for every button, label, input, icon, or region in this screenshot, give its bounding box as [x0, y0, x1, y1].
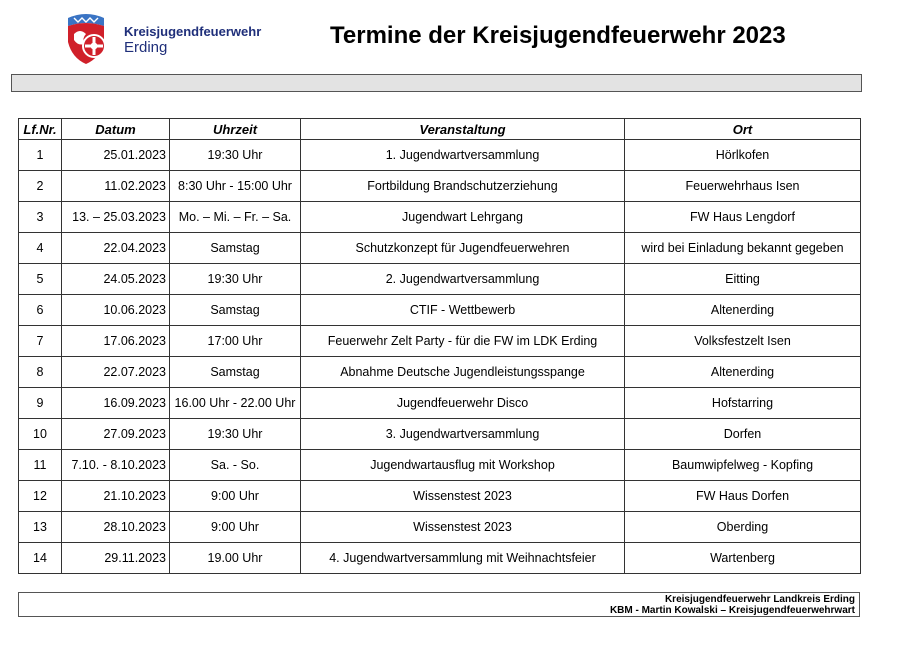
- table-row: [19, 202, 861, 233]
- table-row: [19, 295, 861, 326]
- row-time: Samstag: [170, 357, 301, 388]
- footer-organization: Kreisjugendfeuerwehr Landkreis Erding: [664, 594, 855, 605]
- row-time: 19:30 Uhr: [170, 264, 301, 295]
- row-location: Altenerding: [625, 357, 861, 388]
- column-header-uhrzeit: Uhrzeit: [170, 119, 301, 140]
- kjf-crest-icon: [60, 12, 122, 68]
- row-time: 19.00 Uhr: [170, 543, 301, 574]
- row-date: 22.04.2023: [62, 233, 170, 264]
- row-location: Oberding: [625, 512, 861, 543]
- row-date: 22.07.2023: [62, 357, 170, 388]
- row-event: Schutzkonzept für Jugendfeuerwehren: [301, 233, 625, 264]
- table-row: [19, 419, 861, 450]
- row-date: 13. – 25.03.2023: [62, 202, 170, 233]
- table-row: [19, 450, 861, 481]
- row-event: 4. Jugendwartversammlung mit Weihnachtsfeier: [301, 543, 625, 574]
- row-event: Wissenstest 2023: [301, 512, 625, 543]
- row-time: Mo. – Mi. – Fr. – Sa.: [170, 202, 301, 233]
- table-row: [19, 233, 861, 264]
- footer-box: [18, 592, 860, 617]
- logo-text-line1: Kreisjugendfeuerwehr: [124, 24, 262, 39]
- row-location: Hofstarring: [625, 388, 861, 419]
- row-event: Fortbildung Brandschutzerziehung: [301, 171, 625, 202]
- row-time: 17:00 Uhr: [170, 326, 301, 357]
- row-number: 14: [19, 543, 62, 574]
- row-number: 11: [19, 450, 62, 481]
- row-location: Feuerwehrhaus Isen: [625, 171, 861, 202]
- column-header-veranstaltung: Veranstaltung: [301, 119, 625, 140]
- row-location: FW Haus Lengdorf: [625, 202, 861, 233]
- row-location: Baumwipfelweg - Kopfing: [625, 450, 861, 481]
- row-event: 1. Jugendwartversammlung: [301, 140, 625, 171]
- row-location: Dorfen: [625, 419, 861, 450]
- row-time: 8:30 Uhr - 15:00 Uhr: [170, 171, 301, 202]
- table-row: [19, 388, 861, 419]
- row-event: CTIF - Wettbewerb: [301, 295, 625, 326]
- row-number: 4: [19, 233, 62, 264]
- row-event: Wissenstest 2023: [301, 481, 625, 512]
- row-number: 1: [19, 140, 62, 171]
- row-time: 19:30 Uhr: [170, 140, 301, 171]
- row-date: 16.09.2023: [62, 388, 170, 419]
- row-location: Volksfestzelt Isen: [625, 326, 861, 357]
- page-title: Termine der Kreisjugendfeuerwehr 2023: [330, 22, 786, 49]
- row-number: 12: [19, 481, 62, 512]
- row-time: 19:30 Uhr: [170, 419, 301, 450]
- footer-contact: KBM - Martin Kowalski – Kreisjugendfeuerwehrwart: [609, 605, 855, 616]
- row-date: 11.02.2023: [62, 171, 170, 202]
- header-divider-bar: [11, 74, 862, 92]
- column-header-datum: Datum: [62, 119, 170, 140]
- row-number: 10: [19, 419, 62, 450]
- row-location: Altenerding: [625, 295, 861, 326]
- table-row: [19, 171, 861, 202]
- table-row: [19, 326, 861, 357]
- table-row: [19, 140, 861, 171]
- row-event: 3. Jugendwartversammlung: [301, 419, 625, 450]
- row-event: Abnahme Deutsche Jugendleistungsspange: [301, 357, 625, 388]
- row-location: Hörlkofen: [625, 140, 861, 171]
- row-time: Samstag: [170, 295, 301, 326]
- row-location: Eitting: [625, 264, 861, 295]
- row-number: 5: [19, 264, 62, 295]
- row-number: 2: [19, 171, 62, 202]
- events-table: [18, 118, 861, 574]
- row-location: wird bei Einladung bekannt gegeben: [625, 233, 861, 264]
- row-location: FW Haus Dorfen: [625, 481, 861, 512]
- table-header-row: [19, 119, 861, 140]
- column-header-lfnr: Lf.Nr.: [19, 119, 62, 140]
- row-date: 7.10. - 8.10.2023: [62, 450, 170, 481]
- row-date: 28.10.2023: [62, 512, 170, 543]
- table-row: [19, 264, 861, 295]
- row-date: 24.05.2023: [62, 264, 170, 295]
- row-event: Jugendwart Lehrgang: [301, 202, 625, 233]
- row-event: 2. Jugendwartversammlung: [301, 264, 625, 295]
- row-date: 10.06.2023: [62, 295, 170, 326]
- table-row: [19, 543, 861, 574]
- row-number: 7: [19, 326, 62, 357]
- row-time: Sa. - So.: [170, 450, 301, 481]
- logo-text-line2: Erding: [124, 39, 168, 56]
- row-event: Jugendfeuerwehr Disco: [301, 388, 625, 419]
- row-date: 17.06.2023: [62, 326, 170, 357]
- row-date: 29.11.2023: [62, 543, 170, 574]
- row-number: 6: [19, 295, 62, 326]
- row-number: 8: [19, 357, 62, 388]
- row-event: Feuerwehr Zelt Party - für die FW im LDK Erding: [301, 326, 625, 357]
- row-date: 25.01.2023: [62, 140, 170, 171]
- row-number: 13: [19, 512, 62, 543]
- table-row: [19, 357, 861, 388]
- row-time: 9:00 Uhr: [170, 512, 301, 543]
- row-time: 9:00 Uhr: [170, 481, 301, 512]
- row-time: 16.00 Uhr - 22.00 Uhr: [170, 388, 301, 419]
- row-number: 3: [19, 202, 62, 233]
- row-location: Wartenberg: [625, 543, 861, 574]
- row-date: 27.09.2023: [62, 419, 170, 450]
- column-header-ort: Ort: [625, 119, 861, 140]
- row-time: Samstag: [170, 233, 301, 264]
- kjf-logo: [60, 12, 260, 68]
- row-event: Jugendwartausflug mit Workshop: [301, 450, 625, 481]
- row-date: 21.10.2023: [62, 481, 170, 512]
- table-row: [19, 481, 861, 512]
- row-number: 9: [19, 388, 62, 419]
- table-row: [19, 512, 861, 543]
